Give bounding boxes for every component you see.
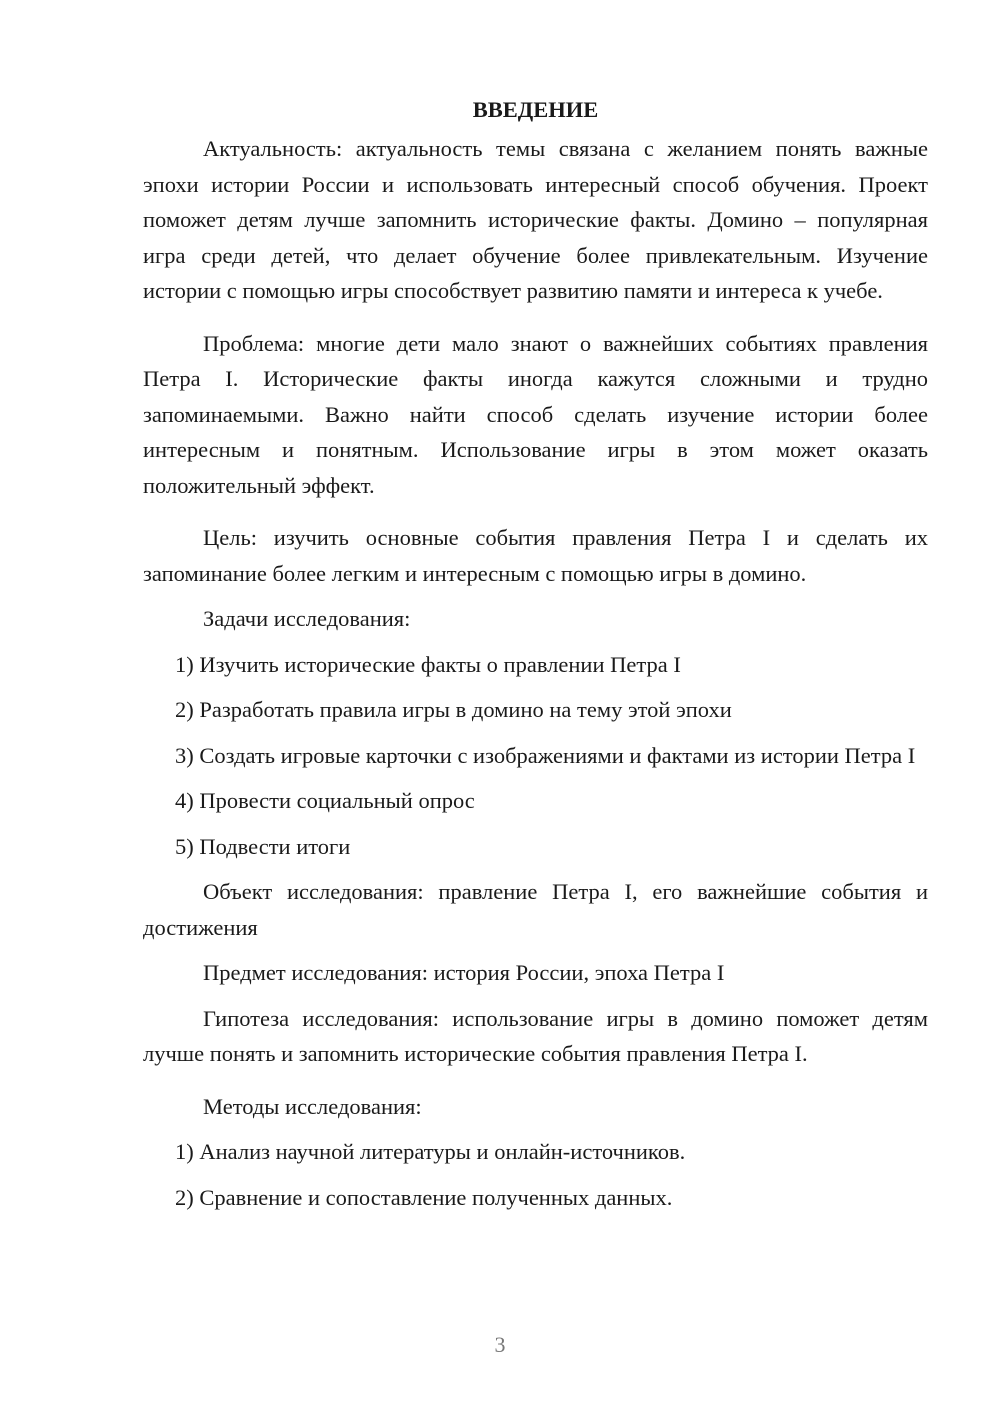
methods-heading: Методы исследования: xyxy=(203,1093,422,1119)
subject-paragraph: Предмет исследования: история России, эпоха Петра I xyxy=(203,960,725,985)
task-item: 2) Разработать правила игры в домино на тему этой эпохи xyxy=(175,697,732,722)
task-item: 4) Провести социальный опрос xyxy=(175,788,475,813)
page-title: ВВЕДЕНИЕ xyxy=(472,97,599,122)
object-paragraph: Объект исследования: правление Петра I, его важнейшие события и достижения xyxy=(143,879,928,940)
document-page xyxy=(143,92,928,1215)
relevance-paragraph: Актуальность: актуальность темы связана с желанием понять важные эпохи истории России и использовать интересный способ обучения. Проект поможет детям лучше запомнить исторические факты. Домино – популярная игра среди детей, что делает обучение более привлекательным. Изучение истории с помощью игры способствует развитию памяти и интереса к учебе. xyxy=(143,136,928,303)
hypothesis-paragraph: Гипотеза исследования: использование игры в домино поможет детям лучше понять и запомнить исторические события правления Петра I. xyxy=(143,1005,928,1066)
task-item: 1) Изучить исторические факты о правлении Петра I xyxy=(175,651,681,677)
method-item: 1) Анализ научной литературы и онлайн-источников. xyxy=(175,1139,686,1164)
tasks-heading: Задачи исследования: xyxy=(203,606,411,631)
problem-paragraph: Проблема: многие дети мало знают о важнейших событиях правления Петра I. Исторические факты иногда кажутся сложными и трудно запоминаемыми. Важно найти способ сделать изучение истории более интересным и понятным. Использование игры в этом может оказать положительный эффект. xyxy=(143,330,928,498)
page-number: 3 xyxy=(494,1332,506,1357)
task-item: 3) Создать игровые карточки с изображениями и фактами из истории Петра I xyxy=(175,742,916,768)
method-item: 2) Сравнение и сопоставление полученных данных. xyxy=(175,1184,673,1210)
goal-paragraph: Цель: изучить основные события правления Петра I и сделать их запоминание более легким и интересным с помощью игры в домино. xyxy=(143,525,928,586)
task-item: 5) Подвести итоги xyxy=(175,833,351,859)
